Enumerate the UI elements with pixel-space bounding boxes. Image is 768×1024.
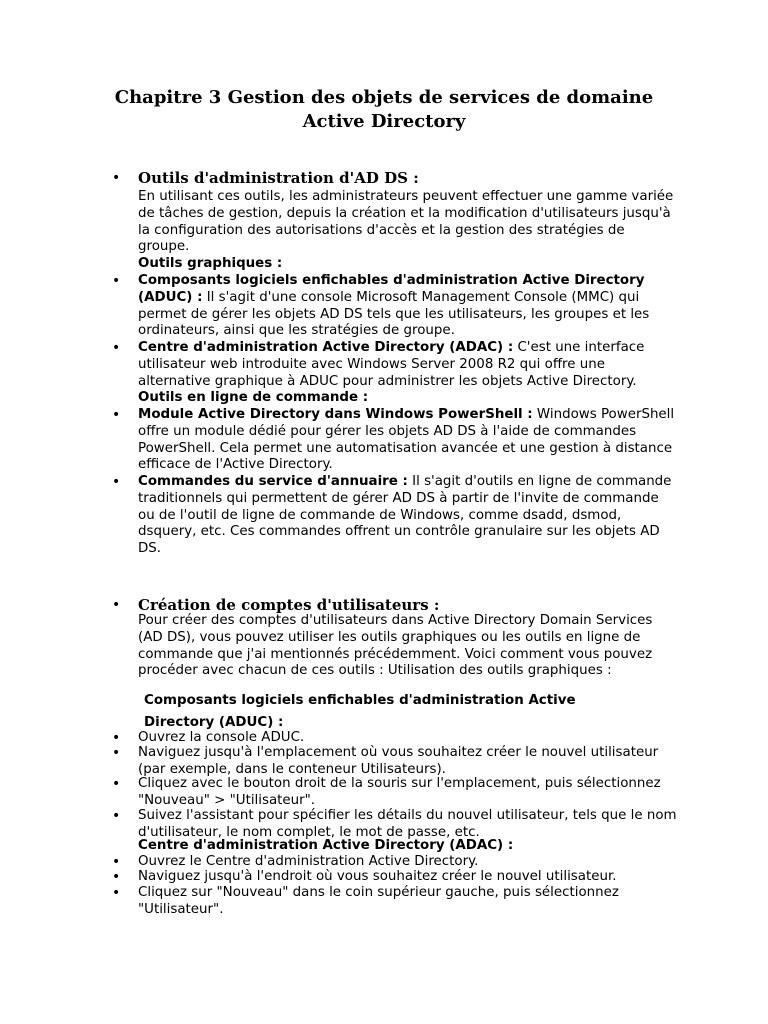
bullet-icon: • xyxy=(112,340,121,356)
list-item: Naviguez jusqu'à l'endroit où vous souhaitez créer le nouvel utilisateur. xyxy=(138,869,617,884)
list-item-aduc xyxy=(138,273,678,340)
list-item-adac xyxy=(138,340,678,390)
bullet-icon: • xyxy=(112,273,121,289)
bullet-icon: • xyxy=(112,885,121,901)
bullet-icon: • xyxy=(112,745,121,761)
list-item: Ouvrez le Centre d'administration Active Directory. xyxy=(138,854,479,869)
list-item: Suivez l'assistant pour spécifier les détails du nouvel utilisateur, tels que le nom d'utilisateur, le nom complet, le mot de passe, etc. xyxy=(138,808,677,840)
list-item: Cliquez sur "Nouveau" dans le coin supérieur gauche, puis sélectionnez "Utilisateur". xyxy=(138,885,619,917)
bullet-icon: • xyxy=(112,730,121,746)
term-adac: Centre d'administration Active Directory (ADAC) : xyxy=(138,340,514,355)
bullet-icon: • xyxy=(112,808,121,824)
subheading-graphical-tools: Outils graphiques : xyxy=(138,256,283,271)
desc-commands: Il s'agit d'outils en ligne de commande traditionnels qui permettent de gérer AD DS à partir de l'invite de commande ou de l'outil de ligne de commande de Windows, comme dsadd, dsmod, dsquery, etc. Ces commandes offrent un contrôle granulaire sur les objets AD DS. xyxy=(138,474,672,557)
bullet-icon: • xyxy=(112,170,121,186)
desc-powershell: Windows PowerShell offre un module dédié pour gérer les objets AD DS à l'aide de commandes PowerShell. Cela permet une automatisation avancée et une gestion à distance efficace de l'Active Directory. xyxy=(138,407,675,473)
bullet-icon: • xyxy=(112,776,121,792)
subheading-adac-steps: Centre d'administration Active Directory (ADAC) : xyxy=(138,838,514,853)
list-item-commands xyxy=(138,474,678,558)
section-heading-create-users: Création de comptes d'utilisateurs : xyxy=(138,596,440,614)
bullet-icon: • xyxy=(112,407,121,423)
bullet-icon: • xyxy=(112,474,121,490)
list-item: Cliquez avec le bouton droit de la souris sur l'emplacement, puis sélectionnez "Nouveau" > "Utilisateur". xyxy=(138,776,661,808)
term-aduc: Composants logiciels enfichables d'administration Active Directory (ADUC) : xyxy=(138,273,645,305)
bullet-icon: • xyxy=(112,869,121,885)
desc-adac: C'est une interface utilisateur web introduite avec Windows Server 2008 R2 qui offre une alternative graphique à ADUC pour administrer les objets Active Directory. xyxy=(138,340,645,389)
section-intro-create-users: Pour créer des comptes d'utilisateurs dans Active Directory Domain Services (AD DS), vous pouvez utiliser les outils graphiques ou les outils en ligne de commande que j'ai mentionnés précédemment. Voici comment vous pouvez procéder avec chacun de ces outils : Utilisation des outils graphiques : xyxy=(138,613,653,679)
bullet-icon: • xyxy=(112,854,121,870)
bullet-icon: • xyxy=(112,597,121,613)
list-item-powershell xyxy=(138,407,678,474)
subheading-cli-tools: Outils en ligne de commande : xyxy=(138,390,369,405)
section-intro-tools: En utilisant ces outils, les administrateurs peuvent effectuer une gamme variée de tâches de gestion, depuis la création et la modification d'utilisateurs jusqu'à la configuration des autorisations d'accès et la gestion des stratégies de groupe. xyxy=(138,189,674,255)
term-commands: Commandes du service d'annuaire : xyxy=(138,474,408,489)
list-item: Naviguez jusqu'à l'emplacement où vous souhaitez créer le nouvel utilisateur (par exemple, dans le conteneur Utilisateurs). xyxy=(138,745,659,777)
desc-aduc: Il s'agit d'une console Microsoft Management Console (MMC) qui permet de gérer les objets AD DS tels que les utilisateurs, les groupes et les ordinateurs, ainsi que les stratégies de groupe. xyxy=(138,289,650,339)
section-heading-tools: Outils d'administration d'AD DS : xyxy=(138,169,419,187)
list-item: Ouvrez la console ADUC. xyxy=(138,730,305,745)
subheading-aduc-steps: Composants logiciels enfichables d'administration Active Directory (ADUC) : xyxy=(144,693,576,730)
term-powershell: Module Active Directory dans Windows PowerShell : xyxy=(138,407,533,422)
page-title: Chapitre 3 Gestion des objets de services de domaine Active Directory xyxy=(114,87,654,132)
